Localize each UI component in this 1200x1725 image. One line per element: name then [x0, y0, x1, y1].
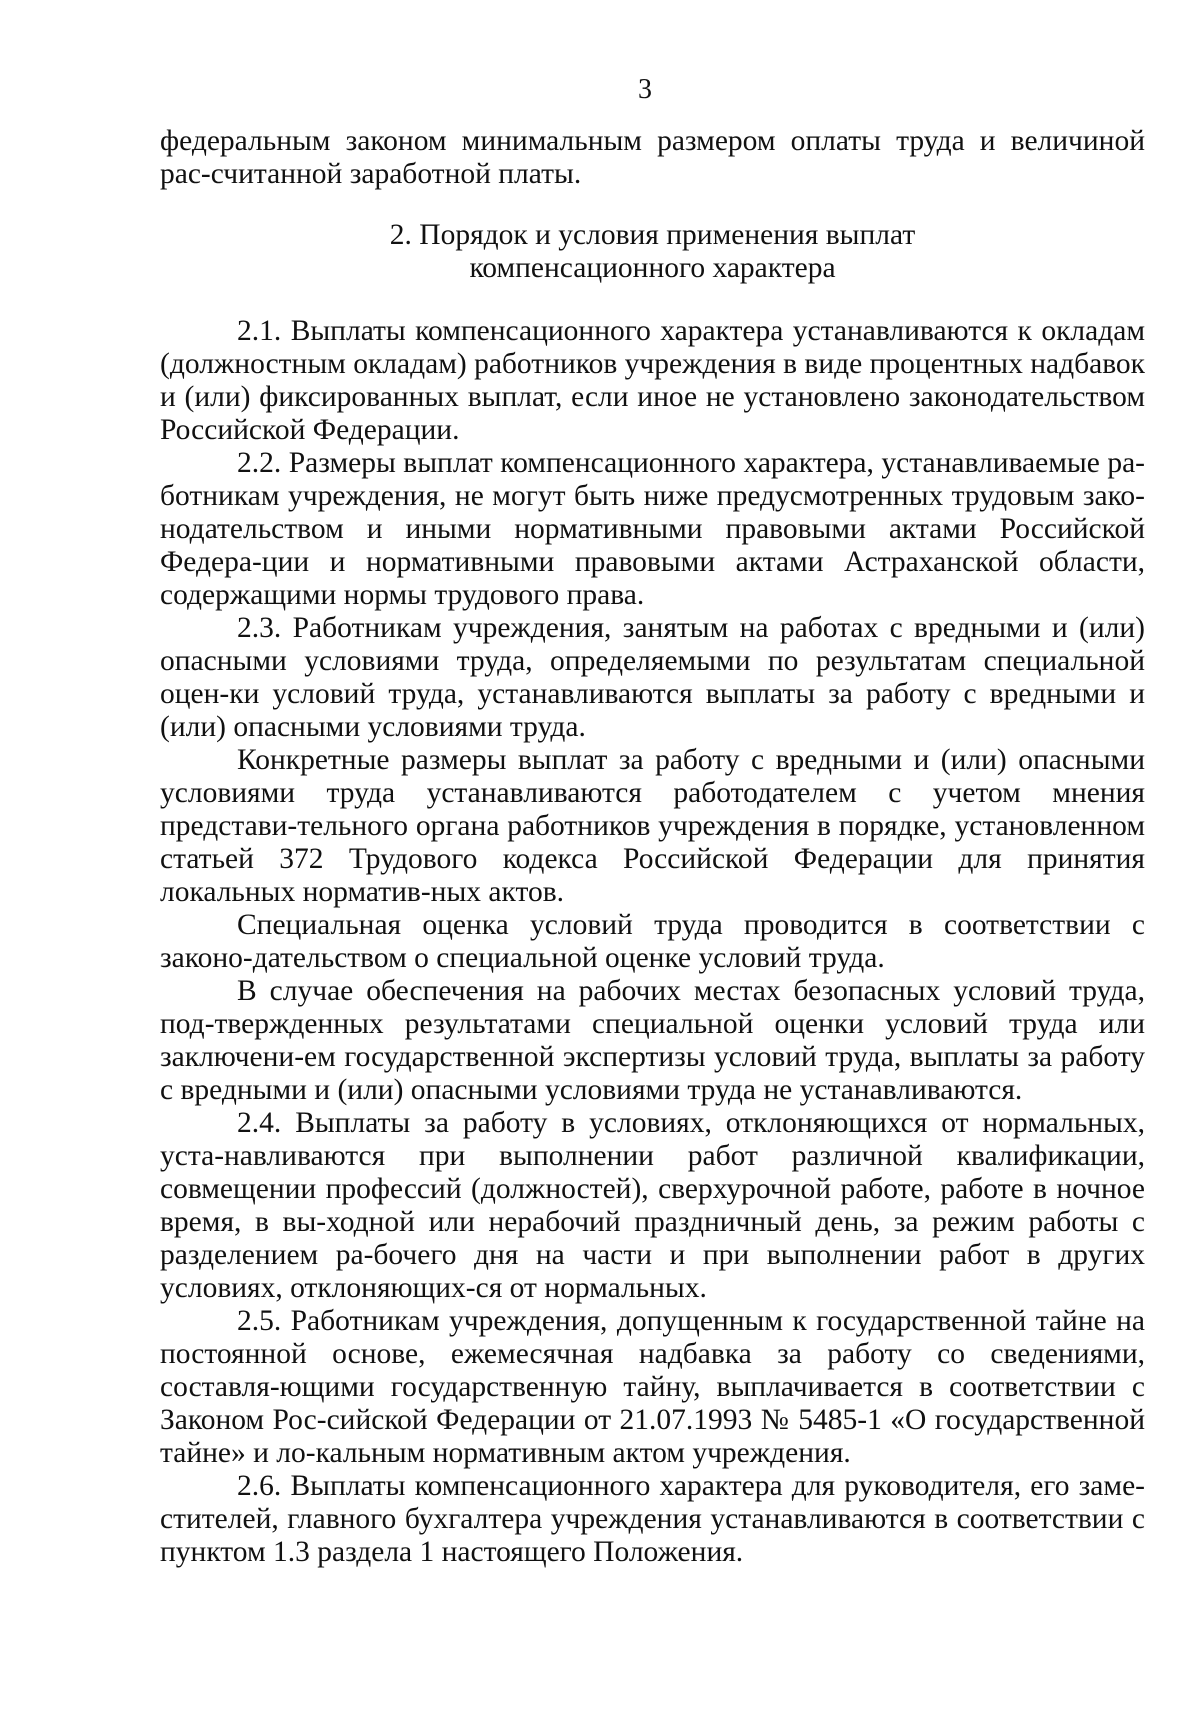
section-heading-line-2: компенсационного характера — [469, 252, 836, 284]
paragraph-safe-conditions: В случае обеспечения на рабочих местах безопасных условий труда, под-твержденных результатами специальной оценки условий труда или заключени-ем государственной экспертизы условий труда, выплаты за работу с вредными и (или) опасными условиями труда не устанавливаются. — [160, 975, 1145, 1106]
paragraph-specific-amounts: Конкретные размеры выплат за работу с вредными и (или) опасными условиями труда устанавливаются работодателем с учетом мнения представи-тельного органа работников учреждения в порядке, установленном статьей 372 Трудового кодекса Российской Федерации для принятия локальных норматив-ных актов. — [160, 744, 1145, 908]
document-body — [160, 125, 1145, 1569]
paragraph-2-5: 2.5. Работникам учреждения, допущенным к государственной тайне на постоянной основе, ежемесячная надбавка за работу со сведениями, составля-ющими государственную тайну, выплачивается в соответствии с Законом Рос-сийской Федерации от 21.07.1993 № 5485-1 «О государственной тайне» и ло-кальным нормативным актом учреждения. — [160, 1305, 1145, 1469]
section-heading — [160, 219, 1145, 285]
paragraph-2-3: 2.3. Работникам учреждения, занятым на работах с вредными и (или) опасными условиями труда, определяемыми по результатам специальной оцен-ки условий труда, устанавливаются выплаты за работу с вредными и (или) опасными условиями труда. — [160, 612, 1145, 743]
paragraph-2-1: 2.1. Выплаты компенсационного характера устанавливаются к окладам (должностным окладам) работников учреждения в виде процентных надбавок и (или) фиксированных выплат, если иное не установлено законодательством Российской Федерации. — [160, 315, 1145, 446]
paragraph-2-4: 2.4. Выплаты за работу в условиях, отклоняющихся от нормальных, уста-навливаются при выполнении работ различной квалификации, совмещении профессий (должностей), сверхурочной работе, работе в ночное время, в вы-ходной или нерабочий праздничный день, за режим работы с разделением ра-бочего дня на части и при выполнении работ в других условиях, отклоняющих-ся от нормальных. — [160, 1107, 1145, 1304]
paragraph-2-6: 2.6. Выплаты компенсационного характера для руководителя, его заме-стителей, главного бухгалтера учреждения устанавливаются в соответствии с пунктом 1.3 раздела 1 настоящего Положения. — [160, 1470, 1145, 1568]
page-number: 3 — [638, 74, 652, 105]
section-heading-line-1: 2. Порядок и условия применения выплат — [389, 219, 916, 251]
intro-paragraph: федеральным законом минимальным размером оплаты труда и величиной рас-считанной заработной платы. — [160, 125, 1145, 190]
paragraph-special-assessment: Специальная оценка условий труда проводится в соответствии с законо-дательством о специальной оценке условий труда. — [160, 909, 1145, 974]
paragraph-2-2: 2.2. Размеры выплат компенсационного характера, устанавливаемые ра-ботникам учреждения, не могут быть ниже предусмотренных трудовым зако-нодательством и иными нормативными правовыми актами Российской Федера-ции и нормативными правовыми актами Астраханской области, содержащими нормы трудового права. — [160, 447, 1145, 611]
